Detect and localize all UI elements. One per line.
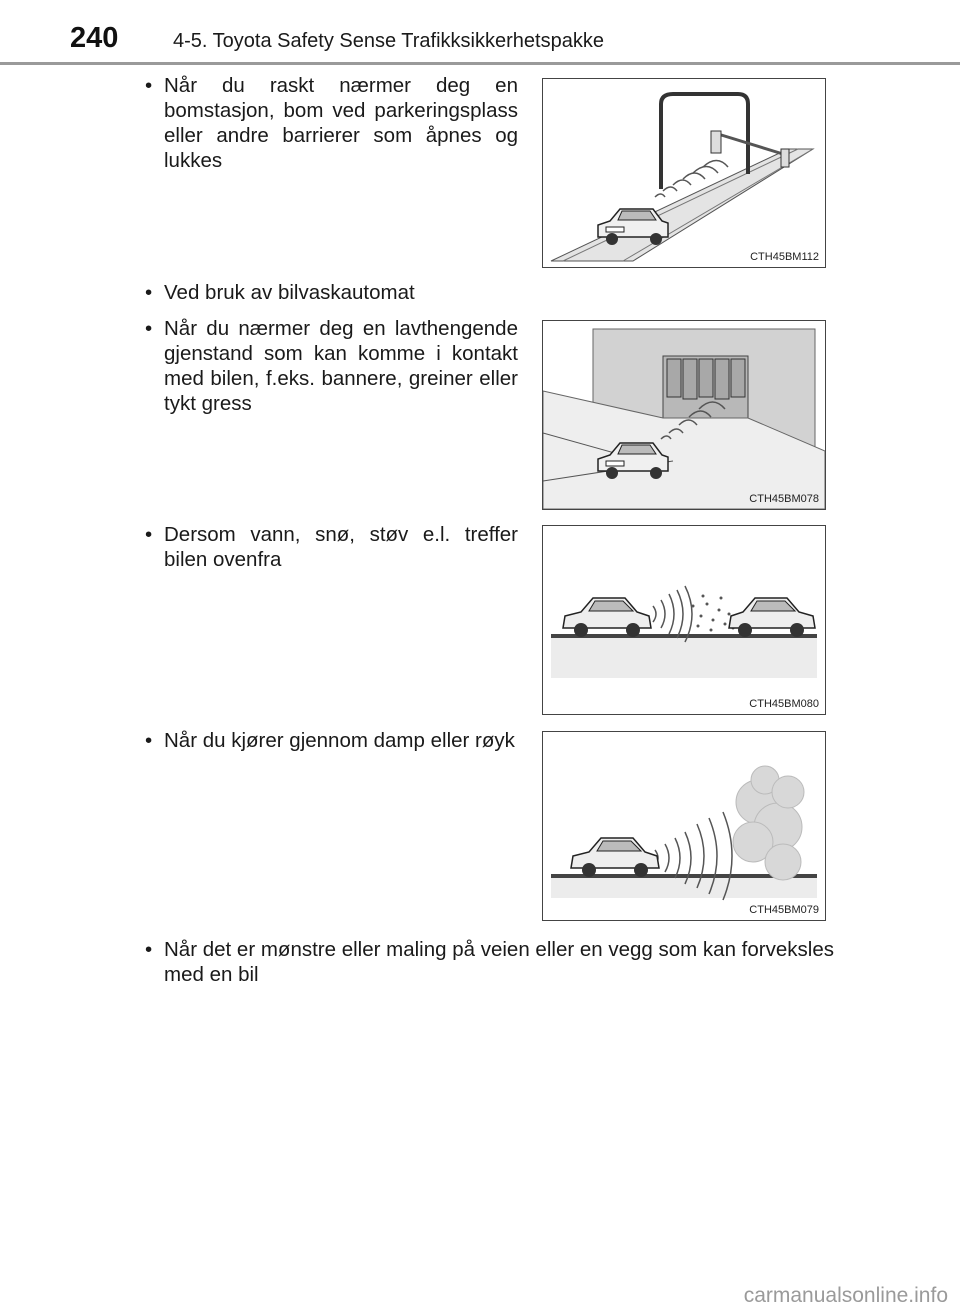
bullet-item [145, 522, 518, 572]
bullet-marker: • [145, 523, 153, 546]
figure-spray [542, 525, 826, 715]
car-sensing-spray-icon [543, 526, 825, 714]
watermark: carmanualsonline.info [743, 1284, 948, 1307]
bullet-text: Når du nærmer deg en lavthengende gjenstand som kan komme i kontakt med bilen, f.eks. bannere, greiner eller tykt gress [164, 317, 518, 415]
figure-hanging-banner [542, 320, 826, 510]
figure-code: CTH45BM112 [750, 251, 819, 263]
bullet-marker: • [145, 729, 153, 752]
header-divider [0, 62, 960, 65]
page-number: 240 [70, 22, 119, 54]
figure-gate-barrier [542, 78, 826, 268]
bullet-text: Når det er mønstre eller maling på veien eller en vegg som kan forveksles med en bil [164, 938, 834, 986]
bullet-marker: • [145, 74, 153, 97]
figure-smoke [542, 731, 826, 921]
car-approaching-hanging-banner-icon [543, 321, 825, 509]
bullet-item [145, 280, 518, 305]
bullet-text: Når du raskt nærmer deg en bomstasjon, bom ved parkeringsplass eller andre barrierer som åpnes og lukkes [164, 74, 518, 172]
bullet-item [145, 316, 518, 416]
bullet-text: Når du kjører gjennom damp eller røyk [164, 729, 515, 752]
bullet-marker: • [145, 281, 153, 304]
car-sensing-smoke-icon [543, 732, 825, 920]
bullet-text: Ved bruk av bilvaskautomat [164, 281, 415, 304]
figure-code: CTH45BM079 [749, 904, 819, 916]
figure-code: CTH45BM080 [749, 698, 819, 710]
section-title: 4-5. Toyota Safety Sense Trafikksikkerhetspakke [173, 30, 604, 52]
bullet-marker: • [145, 317, 153, 340]
figure-code: CTH45BM078 [749, 493, 819, 505]
bullet-item [145, 73, 518, 173]
bullet-item [145, 728, 518, 753]
bullet-item [145, 937, 840, 987]
bullet-text: Dersom vann, snø, støv e.l. treffer bilen ovenfra [164, 523, 518, 571]
car-under-gate-barrier-icon [543, 79, 825, 267]
bullet-marker: • [145, 938, 153, 961]
